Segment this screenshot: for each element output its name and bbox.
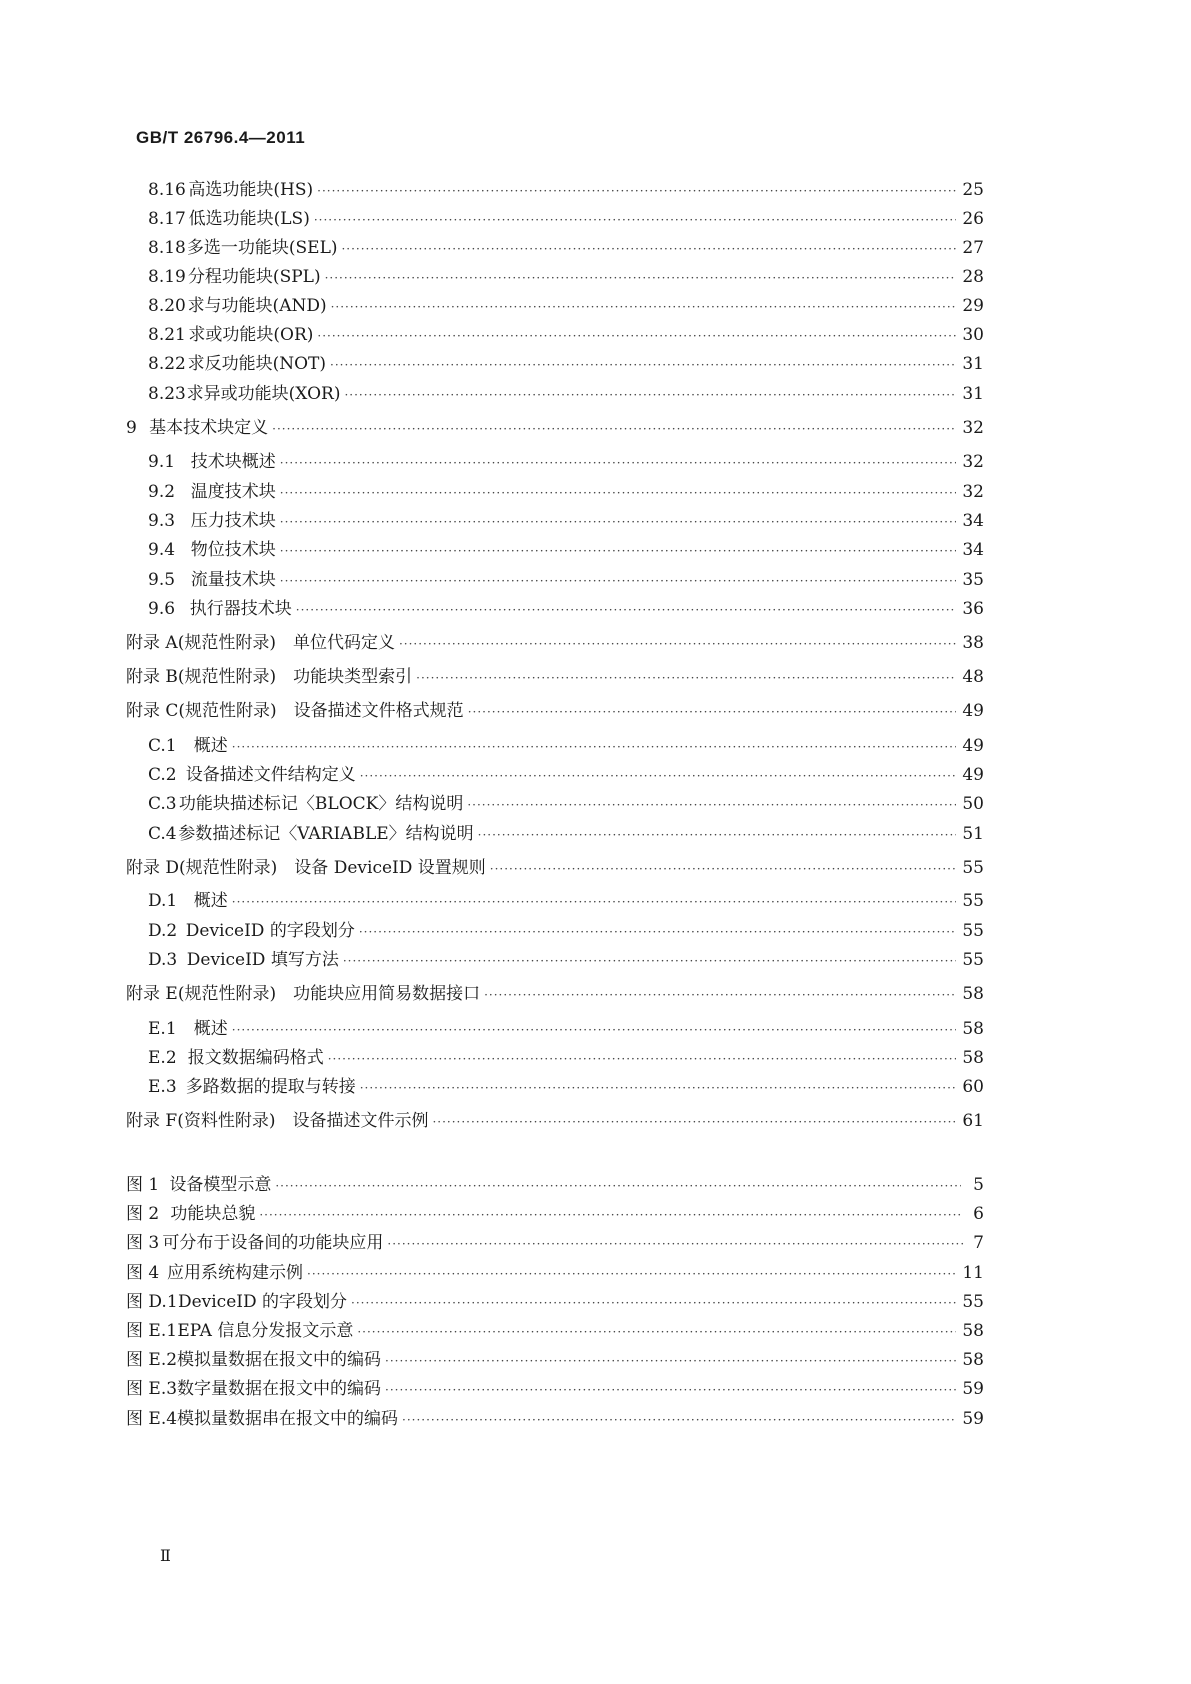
entry-title: 多选一功能块(SEL) (186, 238, 338, 258)
entry-title: 技术块概述 (190, 452, 276, 472)
entry-number: 图 1 (126, 1175, 160, 1195)
dot-leader (232, 736, 957, 758)
entry-title: 多路数据的提取与转接 (185, 1077, 356, 1097)
entry-number: E.1 (148, 1019, 177, 1039)
figure-list-entry[interactable] (126, 1291, 984, 1313)
entry-page: 29 (962, 296, 984, 316)
dot-leader (387, 1233, 963, 1255)
entry-number: D.3 (148, 950, 178, 970)
entry-title: 求反功能块(NOT) (187, 354, 327, 374)
entry-page: 49 (962, 736, 984, 756)
toc-section-entry[interactable] (148, 179, 984, 201)
entry-title: 求或功能块(OR) (188, 325, 314, 345)
entry-number: 附录 B (126, 667, 178, 687)
entry-number: E.3 (148, 1077, 177, 1097)
entry-page: 34 (962, 511, 984, 531)
entry-number: 9.5 (148, 570, 176, 590)
entry-title: 应用系统构建示例 (167, 1263, 304, 1283)
toc-annex-entry[interactable] (126, 666, 984, 688)
dot-leader (402, 1409, 956, 1431)
entry-number: C.1 (148, 736, 177, 756)
toc-section-entry[interactable] (148, 793, 984, 815)
entry-number: 附录 E (126, 984, 178, 1004)
entry-page: 32 (962, 452, 984, 472)
entry-title: 可分布于设备间的功能块应用 (162, 1233, 384, 1253)
entry-page: 48 (962, 667, 984, 687)
entry-title: 功能块总貌 (170, 1204, 256, 1224)
toc-section-entry[interactable] (148, 949, 984, 971)
entry-page: 38 (962, 633, 984, 653)
entry-number: 9 (126, 418, 137, 438)
dot-leader (357, 1321, 956, 1343)
toc-section-entry[interactable] (148, 324, 984, 346)
dot-leader (259, 1204, 960, 1226)
figure-list-entry[interactable] (126, 1349, 984, 1371)
entry-page: 49 (962, 701, 984, 721)
entry-page: 59 (962, 1409, 984, 1429)
toc-section-entry[interactable] (148, 920, 984, 942)
entry-page: 55 (962, 921, 984, 941)
dot-leader (325, 267, 957, 289)
entry-page: 60 (962, 1077, 984, 1097)
entry-page: 50 (962, 794, 984, 814)
entry-title: DeviceID 填写方法 (186, 950, 339, 970)
toc-section-entry[interactable] (148, 353, 984, 375)
entry-number: 8.18 (148, 238, 186, 258)
entry-title: 设备描述文件结构定义 (185, 765, 356, 785)
entry-title: 设备模型示意 (169, 1175, 272, 1195)
dot-leader (280, 540, 957, 562)
dot-leader (467, 794, 956, 816)
entry-number: 8.16 (148, 180, 186, 200)
entry-page: 25 (962, 180, 984, 200)
entry-page: 58 (962, 1048, 984, 1068)
entry-page: 36 (962, 599, 984, 619)
entry-number: 图 4 (126, 1263, 160, 1283)
entry-page: 35 (962, 570, 984, 590)
entry-title: DeviceID 的字段划分 (185, 921, 355, 941)
entry-title: 报文数据编码格式 (187, 1048, 324, 1068)
entry-title: 求异或功能块(XOR) (186, 384, 341, 404)
toc-section-entry[interactable] (148, 764, 984, 786)
entry-page: 26 (962, 209, 984, 229)
entry-title: 压力技术块 (190, 511, 276, 531)
toc-section-entry[interactable] (148, 208, 984, 230)
toc-annex-entry[interactable] (126, 857, 984, 879)
entry-number: 图 E.1 (126, 1321, 178, 1341)
entry-title: (资料性附录) 设备描述文件示例 (177, 1111, 429, 1131)
dot-leader (478, 824, 957, 846)
dot-leader (360, 765, 957, 787)
entry-number: C.4 (148, 824, 177, 844)
entry-number: 9.1 (148, 452, 176, 472)
toc-section-entry[interactable] (148, 1076, 984, 1098)
entry-title: 概述 (193, 1019, 228, 1039)
entry-title: 基本技术块定义 (149, 418, 269, 438)
dot-leader (328, 1048, 957, 1070)
dot-leader (314, 209, 957, 231)
entry-title: (规范性附录) 功能块类型索引 (177, 667, 413, 687)
entry-title: 概述 (193, 736, 228, 756)
entry-title: DeviceID 的字段划分 (177, 1292, 347, 1312)
dot-leader (343, 950, 957, 972)
figure-list-entry[interactable] (126, 1262, 984, 1284)
entry-title: 物位技术块 (190, 540, 276, 560)
entry-number: 9.2 (148, 482, 176, 502)
entry-number: 图 3 (126, 1233, 160, 1253)
entry-number: 图 2 (126, 1204, 160, 1224)
toc-section-entry[interactable] (148, 1018, 984, 1040)
toc-annex-entry[interactable] (126, 983, 984, 1005)
entry-number: C.2 (148, 765, 177, 785)
dot-leader (272, 418, 956, 440)
dot-leader (351, 1292, 956, 1314)
toc-section-entry[interactable] (148, 1047, 984, 1069)
dot-leader (280, 452, 957, 474)
entry-title: (规范性附录) 功能块应用简易数据接口 (177, 984, 481, 1004)
entry-title: 模拟量数据串在报文中的编码 (177, 1409, 399, 1429)
entry-page: 55 (962, 891, 984, 911)
page-number: Ⅱ (160, 1546, 171, 1565)
entry-number: 附录 A (126, 633, 178, 653)
entry-number: 图 E.2 (126, 1350, 178, 1370)
figure-list-entry[interactable] (126, 1232, 984, 1254)
entry-page: 49 (962, 765, 984, 785)
entry-page: 58 (962, 1350, 984, 1370)
dot-leader (331, 296, 957, 318)
entry-page: 28 (962, 267, 984, 287)
dot-leader (344, 384, 956, 406)
toc-section-entry[interactable] (148, 266, 984, 288)
figure-list-entry[interactable] (126, 1320, 984, 1342)
toc-section-entry[interactable] (148, 598, 984, 620)
entry-page: 61 (962, 1111, 984, 1131)
entry-page: 58 (962, 1019, 984, 1039)
entry-page: 6 (973, 1204, 984, 1224)
dot-leader (280, 511, 957, 533)
dot-leader (468, 701, 957, 723)
dot-leader (399, 633, 956, 655)
toc-annex-entry[interactable] (126, 632, 984, 654)
standard-code: GB/T 26796.4—2011 (136, 128, 306, 147)
dot-leader (385, 1350, 956, 1372)
entry-title: 高选功能块(HS) (188, 180, 314, 200)
entry-number: 附录 C (126, 701, 179, 721)
entry-title: 执行器技术块 (189, 599, 292, 619)
entry-number: 9.6 (148, 599, 176, 619)
dot-leader (360, 1077, 957, 1099)
entry-page: 7 (973, 1233, 984, 1253)
entry-page: 32 (962, 418, 984, 438)
entry-page: 58 (962, 984, 984, 1004)
dot-leader (432, 1111, 956, 1133)
dot-leader (232, 1019, 957, 1041)
entry-page: 58 (962, 1321, 984, 1341)
entry-page: 59 (962, 1379, 984, 1399)
dot-leader (280, 482, 957, 504)
entry-title: 低选功能块(LS) (188, 209, 310, 229)
figure-list-entry[interactable] (126, 1203, 984, 1225)
entry-page: 51 (962, 824, 984, 844)
entry-title: 模拟量数据在报文中的编码 (177, 1350, 382, 1370)
toc-annex-entry[interactable] (126, 1110, 984, 1132)
toc-section-entry[interactable] (148, 890, 984, 912)
entry-number: 图 E.3 (126, 1379, 178, 1399)
toc-section-entry[interactable] (148, 383, 984, 405)
entry-page: 30 (962, 325, 984, 345)
entry-title: 分程功能块(SPL) (187, 267, 321, 287)
entry-title: 流量技术块 (190, 570, 276, 590)
toc-section-entry[interactable] (148, 481, 984, 503)
dot-leader (317, 180, 956, 202)
dot-leader (484, 984, 956, 1006)
entry-page: 31 (962, 354, 984, 374)
entry-number: 附录 F (126, 1111, 178, 1131)
toc-chapter-entry[interactable] (126, 417, 984, 439)
entry-number: 8.17 (148, 209, 186, 229)
dot-leader (385, 1379, 956, 1401)
entry-title: 数字量数据在报文中的编码 (177, 1379, 382, 1399)
figure-list-entry[interactable] (126, 1174, 984, 1196)
toc-section-entry[interactable] (148, 539, 984, 561)
toc-section-entry[interactable] (148, 451, 984, 473)
dot-leader (280, 570, 957, 592)
toc-section-entry[interactable] (148, 735, 984, 757)
entry-title: 功能块描述标记〈BLOCK〉结构说明 (178, 794, 464, 814)
entry-number: 附录 D (126, 858, 180, 878)
entry-title: (规范性附录) 设备 DeviceID 设置规则 (179, 858, 486, 878)
entry-number: D.1 (148, 891, 178, 911)
dot-leader (341, 238, 956, 260)
toc-section-entry[interactable] (148, 569, 984, 591)
dot-leader (317, 325, 956, 347)
dot-leader (359, 921, 957, 943)
entry-title: (规范性附录) 设备描述文件格式规范 (178, 701, 464, 721)
entry-number: 8.20 (148, 296, 186, 316)
entry-number: 8.19 (148, 267, 186, 287)
entry-number: 图 D.1 (126, 1292, 178, 1312)
entry-page: 32 (962, 482, 984, 502)
toc-section-entry[interactable] (148, 510, 984, 532)
dot-leader (490, 858, 957, 880)
entry-number: 8.23 (148, 384, 186, 404)
toc-annex-entry[interactable] (126, 700, 984, 722)
entry-number: 图 E.4 (126, 1409, 178, 1429)
dot-leader (232, 891, 957, 913)
dot-leader (307, 1263, 956, 1285)
entry-title: 参数描述标记〈VARIABLE〉结构说明 (178, 824, 474, 844)
entry-title: 求与功能块(AND) (187, 296, 327, 316)
figure-list-entry[interactable] (126, 1378, 984, 1400)
dot-leader (330, 354, 956, 376)
entry-page: 55 (962, 950, 984, 970)
dot-leader (296, 599, 957, 621)
entry-number: 9.3 (148, 511, 176, 531)
entry-number: E.2 (148, 1048, 177, 1068)
toc-section-entry[interactable] (148, 823, 984, 845)
entry-page: 34 (962, 540, 984, 560)
toc-section-entry[interactable] (148, 237, 984, 259)
entry-title: (规范性附录) 单位代码定义 (177, 633, 395, 653)
entry-title: 概述 (193, 891, 228, 911)
entry-page: 27 (962, 238, 984, 258)
figure-list-entry[interactable] (126, 1408, 984, 1430)
dot-leader (275, 1175, 961, 1197)
entry-number: C.3 (148, 794, 177, 814)
entry-number: 8.21 (148, 325, 186, 345)
entry-number: D.2 (148, 921, 178, 941)
toc-section-entry[interactable] (148, 295, 984, 317)
entry-page: 11 (962, 1263, 984, 1283)
entry-page: 31 (962, 384, 984, 404)
entry-title: 温度技术块 (190, 482, 276, 502)
entry-page: 55 (962, 1292, 984, 1312)
entry-title: EPA 信息分发报文示意 (177, 1321, 354, 1341)
entry-number: 9.4 (148, 540, 176, 560)
entry-number: 8.22 (148, 354, 186, 374)
entry-page: 55 (962, 858, 984, 878)
dot-leader (416, 667, 956, 689)
entry-page: 5 (973, 1175, 984, 1195)
